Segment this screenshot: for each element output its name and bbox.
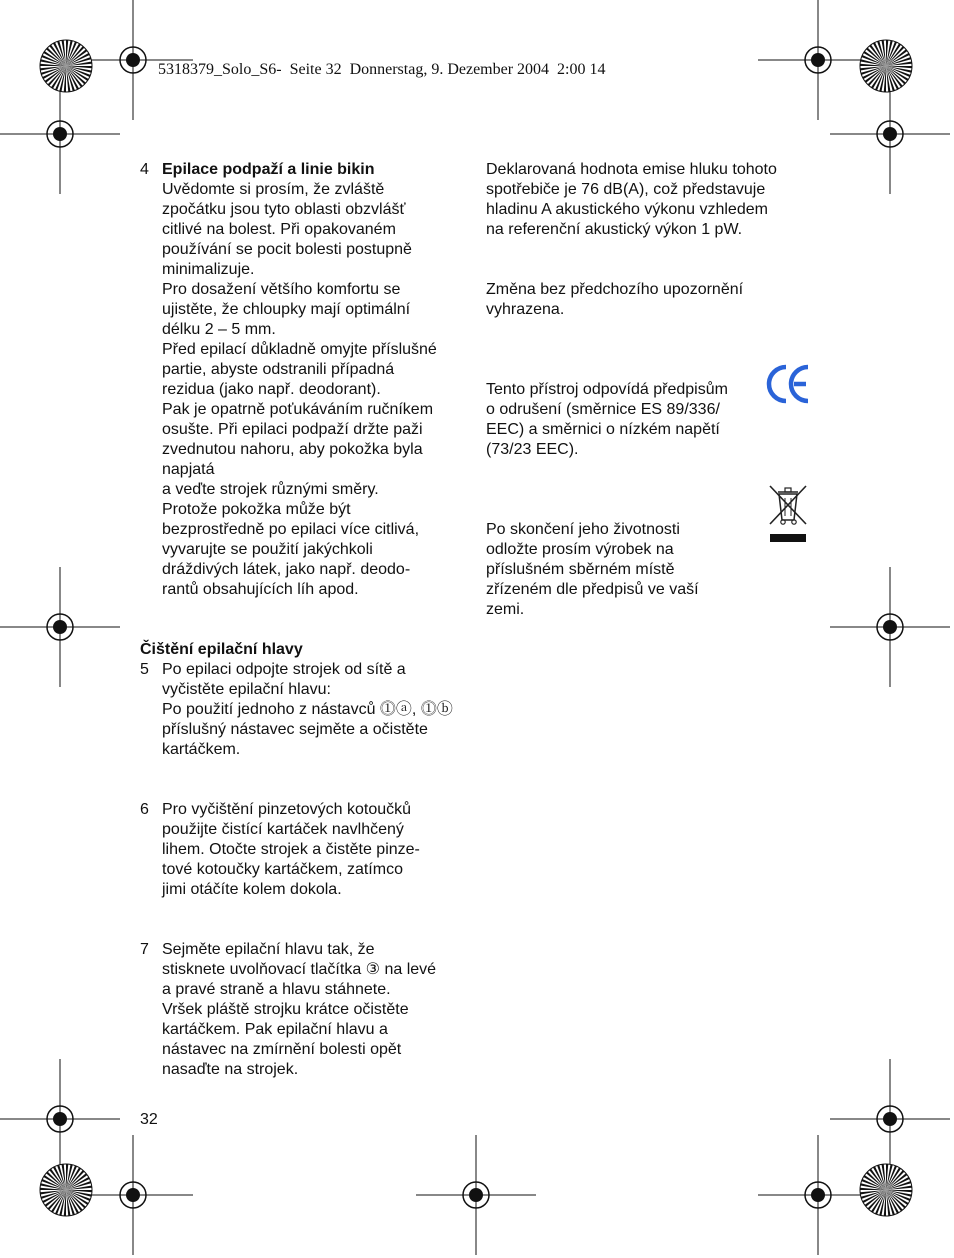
print-header: 5318379_Solo_S6- Seite 32 Donnerstag, 9. Dezember 2004 2:00 14 <box>158 61 606 78</box>
page-number: 32 <box>140 1111 158 1128</box>
text-line: kartáčkem. Pak epilační hlavu a <box>162 1021 388 1038</box>
step-number: 4 <box>140 161 149 178</box>
ce-mark-icon <box>766 363 812 405</box>
text-line: vyvarujte se použití jakýchkoli <box>162 541 373 558</box>
text-line: lihem. Otočte strojek a čistěte pinze- <box>162 841 420 858</box>
text-line: hladinu A akustického výkonu vzhledem <box>486 201 768 218</box>
noise-paragraph <box>486 160 816 240</box>
step-4-text <box>162 180 470 600</box>
text-line: napjatá <box>162 461 215 478</box>
text-line: a pravé straně a hlavu stáhnete. <box>162 981 391 998</box>
text-line: Po použití jednoho z nástavců ⓵ⓐ, ⓵ⓑ <box>162 701 453 718</box>
text-line: kartáčkem. <box>162 741 241 758</box>
step-4 <box>140 160 470 600</box>
registration-mark-icon <box>0 74 120 194</box>
text-line: Uvědomte si prosím, že zvláště <box>162 181 385 198</box>
text-line: rantů obsahujících líh apod. <box>162 581 359 598</box>
starburst-target-icon <box>40 1164 92 1216</box>
text-line: délku 2 – 5 mm. <box>162 321 276 338</box>
text-line: Změna bez předchozího upozornění <box>486 281 744 298</box>
text-line: příslušný nástavec sejměte a očistěte <box>162 721 428 738</box>
text-line: Protože pokožka může být <box>162 501 351 518</box>
text-line: osušte. Při epilaci podpaží držte paži <box>162 421 423 438</box>
text-line: zemi. <box>486 601 525 618</box>
section-title: Čištění epilační hlavy <box>140 641 303 658</box>
text-line: Sejměte epilační hlavu tak, že <box>162 941 375 958</box>
text-line: zpočátku jsou tyto oblasti obzvlášť <box>162 201 406 218</box>
text-line: minimalizuje. <box>162 261 255 278</box>
text-line: nástavec na zmírnění bolesti opět <box>162 1041 402 1058</box>
step-6 <box>140 800 470 900</box>
text-line: zřízeném dle předpisů ve vaší <box>486 581 699 598</box>
text-line: (73/23 EEC). <box>486 441 579 458</box>
registration-mark-icon <box>0 1059 120 1179</box>
text-line: jimi otáčíte kolem dokola. <box>162 881 342 898</box>
text-line: příslušném sběrném místě <box>486 561 675 578</box>
text-line: Před epilací důkladně omyjte příslušné <box>162 341 437 358</box>
text-line: Po skončení jeho životnosti <box>486 521 680 538</box>
text-line: odložte prosím výrobek na <box>486 541 674 558</box>
text-line: Pak je opatrně poťukáváním ručníkem <box>162 401 434 418</box>
text-line: o odrušení (směrnice ES 89/336/ <box>486 401 720 418</box>
starburst-target-icon <box>860 40 912 92</box>
text-line: Tento přístroj odpovídá předpisům <box>486 381 728 398</box>
registration-mark-icon <box>758 0 878 120</box>
left-column <box>140 160 470 1080</box>
step-number: 6 <box>140 801 149 818</box>
text-line: použijte čistící kartáček navlhčený <box>162 821 404 838</box>
text-line: vyčistěte epilační hlavu: <box>162 681 331 698</box>
text-line: dráždivých látek, jako např. deodo- <box>162 561 411 578</box>
crossed-out-bin-icon <box>766 482 810 546</box>
text-line: a veďte strojek různými směry. <box>162 481 379 498</box>
step-4-title: Epilace podpaží a linie bikin <box>162 161 375 178</box>
text-line: bezprostředně po epilaci více citlivá, <box>162 521 420 538</box>
text-line: Deklarovaná hodnota emise hluku tohoto <box>486 161 777 178</box>
step-7 <box>140 940 470 1080</box>
step-5 <box>140 660 470 760</box>
registration-mark-icon <box>830 567 950 687</box>
text-line: tové kotoučky kartáčkem, zatímco <box>162 861 403 878</box>
text-line: citlivé na bolest. Při opakovaném <box>162 221 396 238</box>
registration-mark-icon <box>0 567 120 687</box>
registration-mark-icon <box>830 1059 950 1179</box>
text-line: na referenční akustický výkon 1 pW. <box>486 221 743 238</box>
starburst-target-icon <box>860 1164 912 1216</box>
step-7-text <box>162 940 470 1080</box>
text-line: používání se pocit bolesti postupně <box>162 241 412 258</box>
change-paragraph <box>486 280 816 320</box>
text-line: Po epilaci odpojte strojek od sítě a <box>162 661 406 678</box>
step-number: 5 <box>140 661 149 678</box>
text-line: rezidua (jako např. deodorant). <box>162 381 381 398</box>
starburst-target-icon <box>40 40 92 92</box>
registration-mark-icon <box>416 1135 536 1255</box>
text-line: Pro vyčištění pinzetových kotoučků <box>162 801 412 818</box>
text-line: EEC) a směrnici o nízkém napětí <box>486 421 720 438</box>
text-line: ujistěte, že chloupky mají optimální <box>162 301 411 318</box>
step-number: 7 <box>140 941 149 958</box>
step-5-text <box>162 660 470 760</box>
text-line: vyhrazena. <box>486 301 565 318</box>
step-6-text <box>162 800 470 900</box>
text-line: nasaďte na strojek. <box>162 1061 299 1078</box>
text-line: Pro dosažení většího komfortu se <box>162 281 401 298</box>
text-line: spotřebiče je 76 dB(A), což představuje <box>486 181 766 198</box>
text-line: Vršek pláště strojku krátce očistěte <box>162 1001 409 1018</box>
text-line: partie, abyste odstranili případná <box>162 361 395 378</box>
text-line: zvednutou nahoru, aby pokožka byla <box>162 441 423 458</box>
text-line: stisknete uvolňovací tlačítka ③ na levé <box>162 961 437 978</box>
